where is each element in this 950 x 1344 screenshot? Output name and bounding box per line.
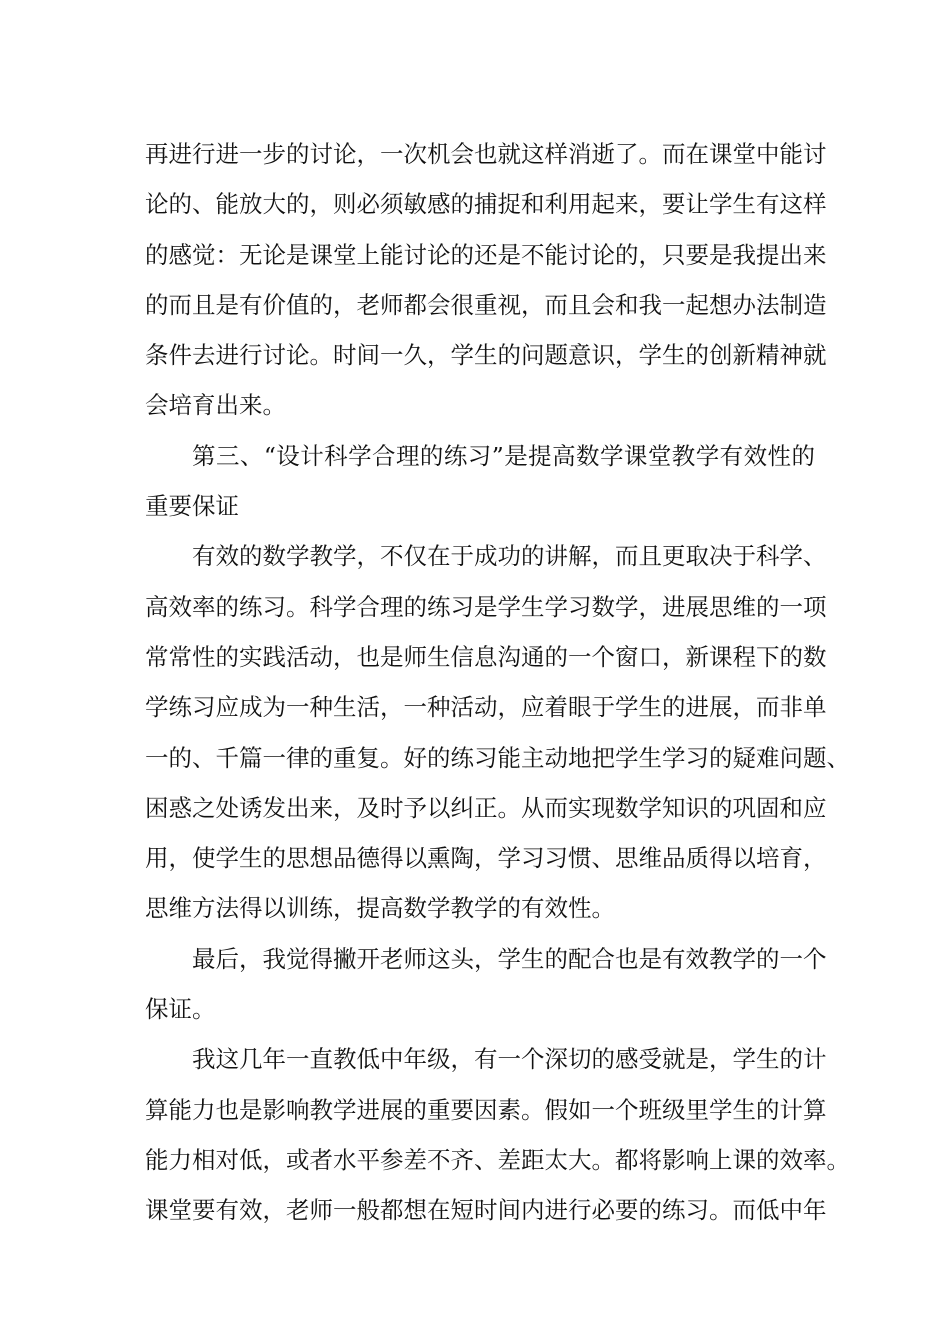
text-line: 论的、能放大的，则必须敏感的捕捉和利用起来，要让学生有这样 [145,190,827,219]
text-line: 条件去进行讨论。时间一久，学生的问题意识，学生的创新精神就 [145,341,827,370]
text-line: 重要保证 [145,492,239,521]
text-line: 会培育出来。 [145,391,286,420]
text-line: 课堂要有效，老师一般都想在短时间内进行必要的练习。而低中年 [145,1196,827,1225]
text-line: 再进行进一步的讨论，一次机会也就这样消逝了。而在课堂中能讨 [145,140,827,168]
document-body [145,129,850,1236]
text-line: 最后，我觉得撇开老师这头，学生的配合也是有效教学的一个 [192,944,827,973]
text-line: 用，使学生的思想品德得以熏陶，学习习惯、思维品质得以培育， [145,844,827,873]
text-line: 高效率的练习。科学合理的练习是学生学习数学，进展思维的一项 [145,592,827,621]
text-line: 算能力也是影响教学进展的重要因素。假如一个班级里学生的计算 [145,1095,827,1124]
text-line: 的而且是有价值的，老师都会很重视，而且会和我一起想办法制造 [145,290,827,319]
text-line: 第三、“设计科学合理的练习”是提高数学课堂教学有效性的 [192,441,815,470]
text-line: 我这几年一直教低中年级，有一个深切的感受就是，学生的计 [192,1045,827,1074]
text-line: 的感觉：无论是课堂上能讨论的还是不能讨论的，只要是我提出来 [145,240,827,269]
text-line: 困惑之处诱发出来，及时予以纠正。从而实现数学知识的巩固和应 [145,793,827,822]
text-line: 能力相对低，或者水平参差不齐、差距太大。都将影响上课的效率。 [145,1145,850,1174]
text-line: 学练习应成为一种生活，一种活动，应着眼于学生的进展，而非单 [145,693,827,722]
text-line: 一的、千篇一律的重复。好的练习能主动地把学生学习的疑难问题、 [145,743,850,772]
text-line: 保证。 [145,995,216,1024]
text-line: 常常性的实践活动，也是师生信息沟通的一个窗口，新课程下的数 [145,642,827,671]
text-line: 有效的数学教学，不仅在于成功的讲解，而且更取决于科学、 [192,542,827,571]
text-line: 思维方法得以训练，提高数学教学的有效性。 [145,894,615,923]
